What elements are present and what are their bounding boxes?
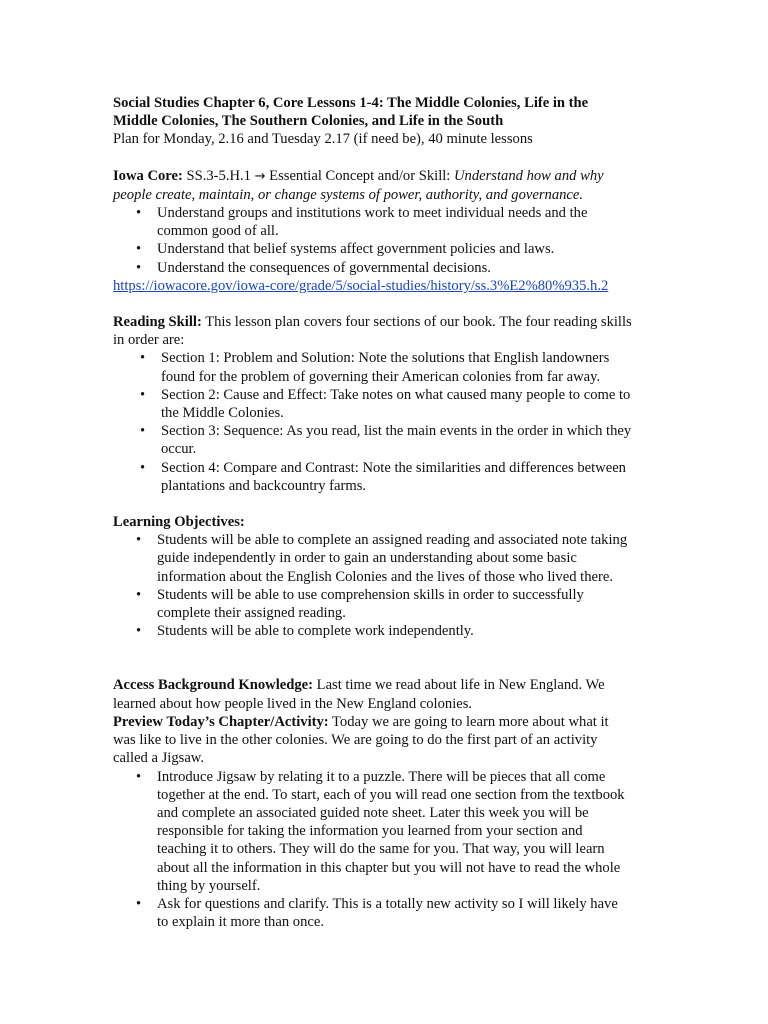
background-label: Access Background Knowledge: <box>113 677 313 694</box>
iowa-core-label: Iowa Core: <box>113 167 183 184</box>
list-item: • Understand that belief systems affect government policies and laws. <box>157 240 632 258</box>
iowa-core-list <box>113 204 632 277</box>
list-item: • Understand the consequences of governmental decisions. <box>157 259 632 277</box>
objectives-list <box>113 531 632 640</box>
background-text: Last time we read about life in New England. We learned about how people lived in the New England colonies. <box>113 677 605 712</box>
preview-paragraph <box>113 713 632 768</box>
lesson-plan-schedule: Plan for Monday, 2.16 and Tuesday 2.17 (if need be), 40 minute lessons <box>113 131 533 148</box>
objectives-heading: Learning Objectives: <box>113 514 245 531</box>
iowa-core-code: SS.3-5.H.1 <box>182 167 255 184</box>
list-item: • Students will be able to use comprehension skills in order to successfully complete their assigned reading. <box>157 586 632 622</box>
list-item: • Section 3: Sequence: As you read, list the main events in the order in which they occur. <box>157 422 632 458</box>
list-item: • Section 1: Problem and Solution: Note the solutions that English landowners found for the problem of governing their American colonies from far away. <box>157 349 632 385</box>
concept-label: Essential Concept and/or Skill: <box>265 167 455 184</box>
background-paragraph <box>113 676 632 712</box>
reading-skill-label: Reading Skill: <box>113 314 202 331</box>
list-item: • Introduce Jigsaw by relating it to a puzzle. There will be pieces that all come together at the end. To start, each of you will read one section from the textbook and complete an associated guided note sheet. Later this week you will be responsible for taking the information you learned from your section and teaching it to others. They will do the same for you. That way, you will learn about all the information in this chapter but you will not have to read the whole thing by yourself. <box>157 768 632 895</box>
document-title: Social Studies Chapter 6, Core Lessons 1-4: The Middle Colonies, Life in the Middle Colonies, The Southern Colonies, and Life in the South <box>113 95 589 130</box>
list-item: • Understand groups and institutions work to meet individual needs and the common good of all. <box>157 204 632 240</box>
right-arrow-icon: → <box>254 168 266 184</box>
list-item: • Students will be able to complete an assigned reading and associated note taking guide independently in order to gain an understanding about some basic information about the English Colonies and the lives of those who lived there. <box>157 531 632 586</box>
concept-text: Understand how and why people create, maintain, or change systems of power, authority, and governance. <box>113 167 604 203</box>
list-item: • Section 4: Compare and Contrast: Note the similarities and differences between plantations and backcountry farms. <box>157 459 632 495</box>
preview-list <box>113 768 632 932</box>
list-item: • Students will be able to complete work independently. <box>157 622 632 640</box>
reading-skill-intro: This lesson plan covers four sections of our book. The four reading skills in order are: <box>113 314 632 349</box>
reading-skill-list <box>113 349 632 495</box>
preview-label: Preview Today’s Chapter/Activity: <box>113 713 329 730</box>
iowa-core-link[interactable]: https://iowacore.gov/iowa-core/grade/5/social-studies/history/ss.3%E2%80%935.h.2 <box>113 277 609 294</box>
list-item: • Section 2: Cause and Effect: Take notes on what caused many people to come to the Middle Colonies. <box>157 386 632 422</box>
reading-skill-paragraph <box>113 313 632 349</box>
preview-text: Today we are going to learn more about what it was like to live in the other colonies. We are going to do the first part of an activity called a Jigsaw. <box>113 713 609 767</box>
list-item: • Ask for questions and clarify. This is a totally new activity so I will likely have to explain it more than once. <box>157 895 632 931</box>
iowa-core-paragraph <box>113 167 632 204</box>
